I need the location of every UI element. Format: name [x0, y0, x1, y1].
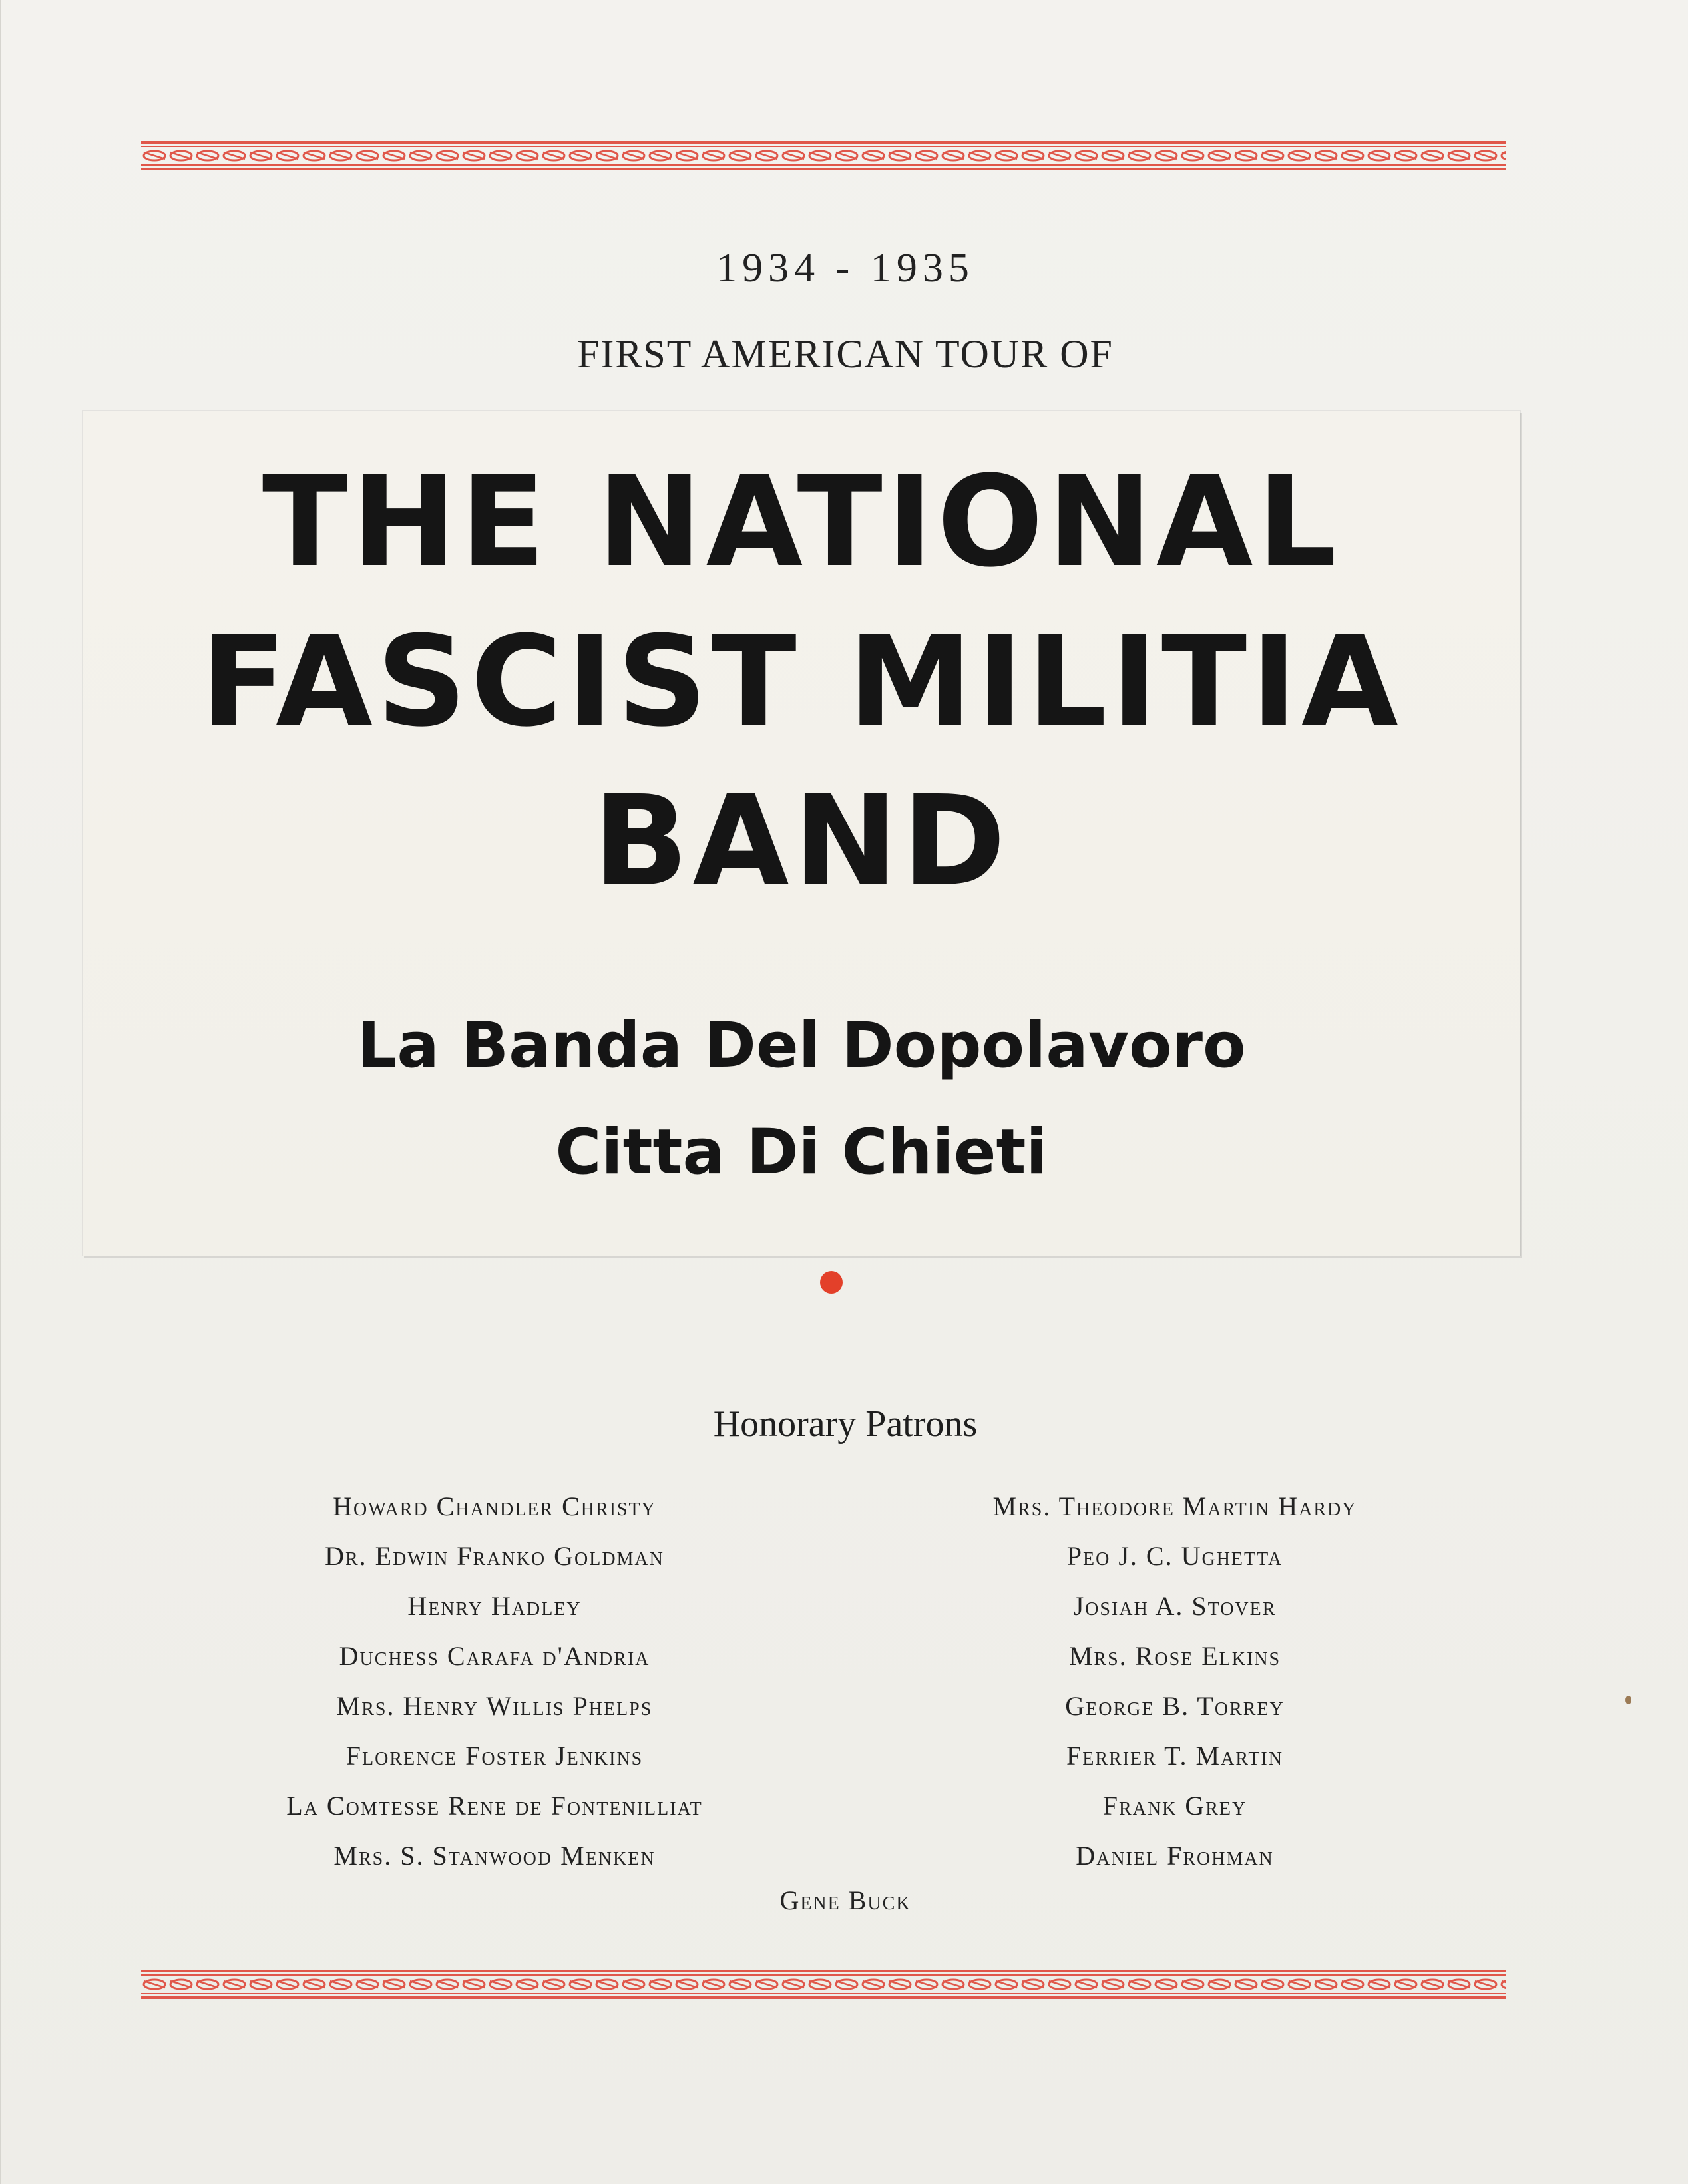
- patron-name: George B. Torrey: [1065, 1691, 1285, 1721]
- top-border-svg: [141, 140, 1506, 172]
- patron-name: Mrs. Henry Willis Phelps: [336, 1691, 653, 1721]
- patron-name: Daniel Frohman: [1076, 1841, 1274, 1871]
- patron-name: Mrs. Rose Elkins: [1068, 1641, 1281, 1671]
- honorary-patrons-heading: Honorary Patrons: [713, 1403, 978, 1445]
- patron-name: Dr. Edwin Franko Goldman: [325, 1541, 664, 1571]
- top-ornamental-border: [141, 140, 1506, 172]
- paper-speck: [1625, 1696, 1631, 1704]
- patrons-right-column: [875, 1481, 1474, 1881]
- subtitle-line-2: Citta Di Chieti: [555, 1116, 1048, 1188]
- title-line-2: FASCIST MILITIA: [200, 609, 1402, 755]
- patron-name: Mrs. Theodore Martin Hardy: [992, 1491, 1357, 1521]
- bottom-border-svg: [141, 1968, 1506, 2000]
- title-line-1: THE NATIONAL: [262, 449, 1341, 595]
- patron-name: Josiah A. Stover: [1073, 1591, 1277, 1621]
- subtitle-line-1: La Banda Del Dopolavoro: [357, 1009, 1246, 1082]
- patron-name: Frank Grey: [1102, 1791, 1247, 1821]
- tour-line: FIRST AMERICAN TOUR OF: [577, 332, 1114, 376]
- red-dot-ornament: [820, 1271, 843, 1294]
- tour-years: 1934 - 1935: [716, 246, 974, 291]
- patron-name: La Comtesse Rene de Fontenilliat: [286, 1791, 703, 1821]
- patron-name: Mrs. S. Stanwood Menken: [333, 1841, 656, 1871]
- bottom-ornamental-border: [141, 1968, 1506, 2000]
- patron-name: Duchess Carafa d'Andria: [339, 1641, 650, 1671]
- patron-name: Peo J. C. Ughetta: [1066, 1541, 1283, 1571]
- patron-name: Ferrier T. Martin: [1066, 1741, 1283, 1771]
- pasted-title-slip: [83, 411, 1520, 1256]
- patrons-left-column: [195, 1481, 794, 1881]
- title-line-3: BAND: [592, 769, 1010, 914]
- patron-center-name: Gene Buck: [779, 1885, 911, 1915]
- patron-name: Henry Hadley: [407, 1591, 582, 1621]
- patron-name: Howard Chandler Christy: [333, 1491, 656, 1521]
- patron-name: Florence Foster Jenkins: [345, 1741, 644, 1771]
